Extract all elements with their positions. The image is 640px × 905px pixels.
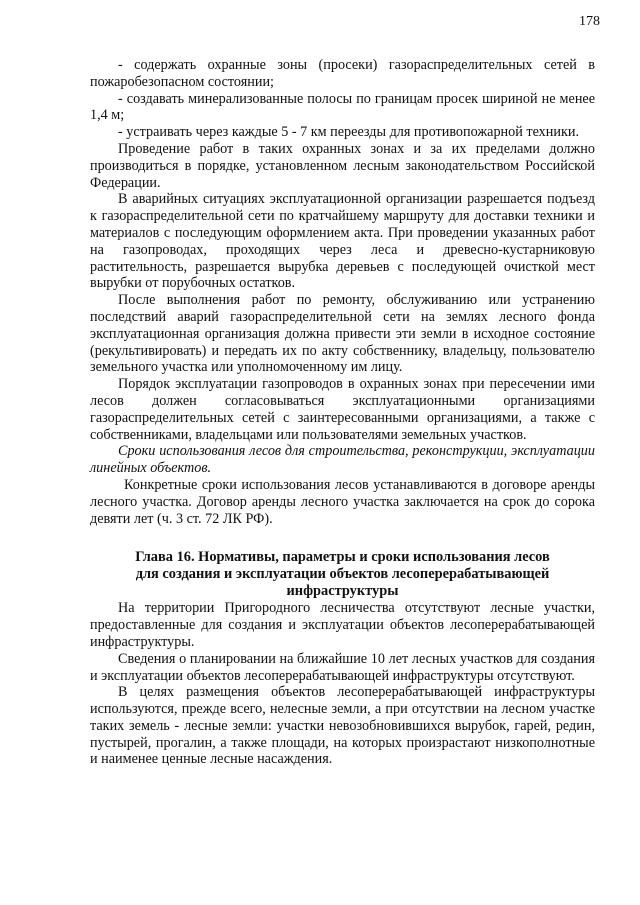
paragraph-contract-terms: Конкретные сроки использования лесов устанавливаются в договоре аренды лесного участка. Договор аренды лесного участка заключается на срок до сорока девяти лет (ч. 3 ст. 72 ЛК РФ). (90, 476, 595, 527)
page-number: 178 (579, 14, 600, 29)
list-item-crossings: - устраивать через каждые 5 - 7 км переезды для противопожарной техники. (118, 124, 579, 141)
paragraph-works-order: Проведение работ в таких охранных зонах и за их пределами должно производиться в порядке, установленном лесным законодательством Российской Федерации. (90, 140, 595, 191)
chapter-heading-line-1: Глава 16. Нормативы, параметры и сроки использования лесов (135, 549, 550, 566)
paragraph-emergency: В аварийных ситуациях эксплуатационной организации разрешается подъезд к газораспределительной сети по кратчайшему маршруту для доставки техники и материалов с последующим оформлением акта. При проведении указанных работ на газопроводах, проходящих через леса и древесно-кустарниковую растительность, разрешается вырубка деревьев с последующей очисткой мест вырубки от порубочных остатков. (90, 191, 595, 292)
list-item-protection-zones: - содержать охранные зоны (просеки) газораспределительных сетей в пожаробезопасном состоянии; (90, 57, 595, 90)
paragraph-placement: В целях размещения объектов лесоперерабатывающей инфраструктуры используются, прежде всего, нелесные земли, а при отсутствии на лесном участке таких земель - лесные земли: участки невозобновившихся вырубок, гарей, редин, пустырей, прогалин, а также площади, на которых произрастают низкополнотные и наименее ценные лесные насаждения. (90, 684, 595, 768)
chapter-heading-line-3: инфраструктуры (286, 583, 399, 600)
paragraph-italic-terms: Сроки использования лесов для строительства, реконструкции, эксплуатации линейных объектов. (90, 443, 595, 477)
chapter-heading-line-2: для создания и эксплуатации объектов лесоперерабатывающей (135, 566, 550, 583)
chapter-heading (90, 549, 595, 600)
paragraph-operation-order: Порядок эксплуатации газопроводов в охранных зонах при пересечении ими лесов должен согласовываться эксплуатационными организациями газораспределительных сетей с заинтересованными организациями, а также с собственниками, владельцами или пользователями земельных участков. (90, 376, 595, 443)
list-item-mineralized-strips: - создавать минерализованные полосы по границам просек шириной не менее 1,4 м; (90, 90, 595, 124)
paragraph-no-planning: Сведения о планировании на ближайшие 10 лет лесных участков для создания и эксплуатации объектов лесоперерабатывающей инфраструктуры отсутствуют. (90, 650, 595, 684)
paragraph-recultivation: После выполнения работ по ремонту, обслуживанию или устранению последствий аварий газораспределительной сети на землях лесного фонда эксплуатационная организация должна привести эти земли в исходное состояние (рекультивировать) и передать их по акту собственнику, владельцу, пользователю земельного участка или уполномоченному им лицу. (90, 292, 595, 376)
document-body (90, 57, 595, 768)
paragraph-no-plots: На территории Пригородного лесничества отсутствуют лесные участки, предоставленные для создания и эксплуатации объектов лесоперерабатывающей инфраструктуры. (90, 600, 595, 650)
